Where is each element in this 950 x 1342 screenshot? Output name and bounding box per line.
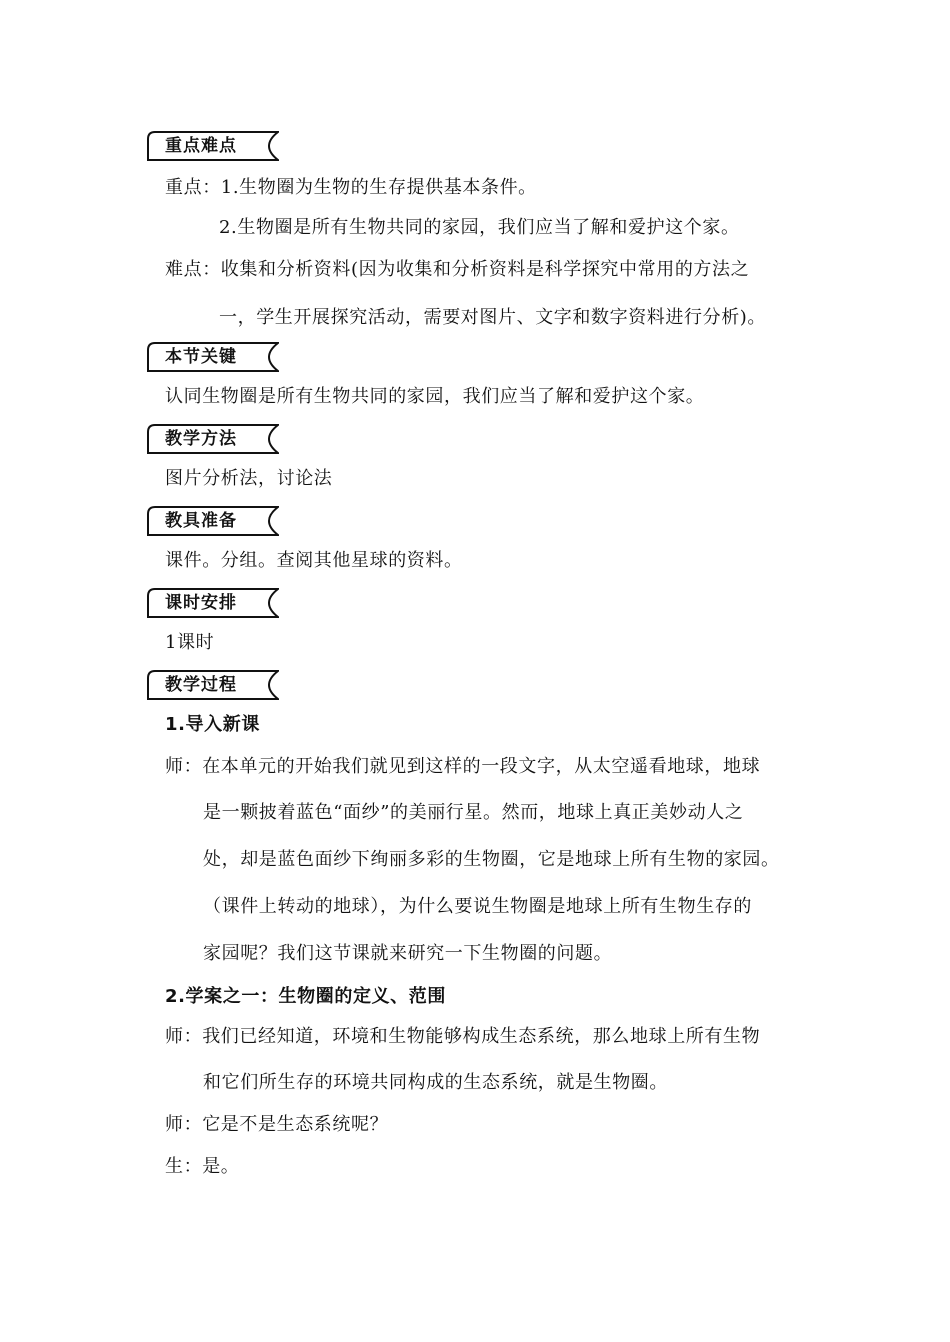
schedule-text: 1课时 <box>165 632 215 653</box>
step1-line-3: 处，却是蓝色面纱下绚丽多彩的生物圈，它是地球上所有生物的家园。 <box>203 849 780 870</box>
section-tag-teaching-method <box>147 424 279 454</box>
teaching-method-text: 图片分析法，讨论法 <box>165 468 333 489</box>
section-key-text: 认同生物圈是所有生物共同的家园，我们应当了解和爱护这个家。 <box>165 386 705 407</box>
section-tag-section-key <box>147 342 279 372</box>
step2-line-4: 生：是。 <box>165 1156 240 1177</box>
section-tag-teaching-tools <box>147 506 279 536</box>
step2-line-1: 师：我们已经知道，环境和生物能够构成生态系统，那么地球上所有生物 <box>165 1026 761 1047</box>
section-title: 本节关键 <box>165 347 237 367</box>
step1-line-2: 是一颗披着蓝色“面纱”的美丽行星。然而，地球上真正美妙动人之 <box>203 802 744 823</box>
teaching-tools-text: 课件。分组。查阅其他星球的资料。 <box>165 550 463 571</box>
step2-line-2: 和它们所生存的环境共同构成的生态系统，就是生物圈。 <box>203 1072 668 1093</box>
section-tag-schedule <box>147 588 279 618</box>
section-title: 重点难点 <box>165 136 237 156</box>
key-point-line-2: 2.生物圈是所有生物共同的家园，我们应当了解和爱护这个家。 <box>219 217 740 238</box>
section-tag-process <box>147 670 279 700</box>
step2-line-3: 师：它是不是生态系统呢？ <box>165 1114 389 1135</box>
step1-line-1: 师：在本单元的开始我们就见到这样的一段文字，从太空遥看地球，地球 <box>165 756 761 777</box>
key-point-line-1: 重点：1.生物圈为生物的生存提供基本条件。 <box>165 177 537 198</box>
difficulty-line-2: 一，学生开展探究活动，需要对图片、文字和数字资料进行分析)。 <box>219 307 767 328</box>
step1-title: 1.导入新课 <box>165 714 260 735</box>
difficulty-line-1: 难点：收集和分析资料(因为收集和分析资料是科学探究中常用的方法之 <box>165 259 750 280</box>
section-title: 教具准备 <box>165 511 237 531</box>
step1-line-4: （课件上转动的地球），为什么要说生物圈是地球上所有生物生存的 <box>203 896 752 917</box>
section-tag-key-points <box>147 131 279 161</box>
section-title: 教学过程 <box>165 675 237 695</box>
step1-line-5: 家园呢？我们这节课就来研究一下生物圈的问题。 <box>203 943 613 964</box>
step2-title: 2.学案之一：生物圈的定义、范围 <box>165 986 446 1007</box>
section-title: 教学方法 <box>165 429 237 449</box>
section-title: 课时安排 <box>165 593 237 613</box>
